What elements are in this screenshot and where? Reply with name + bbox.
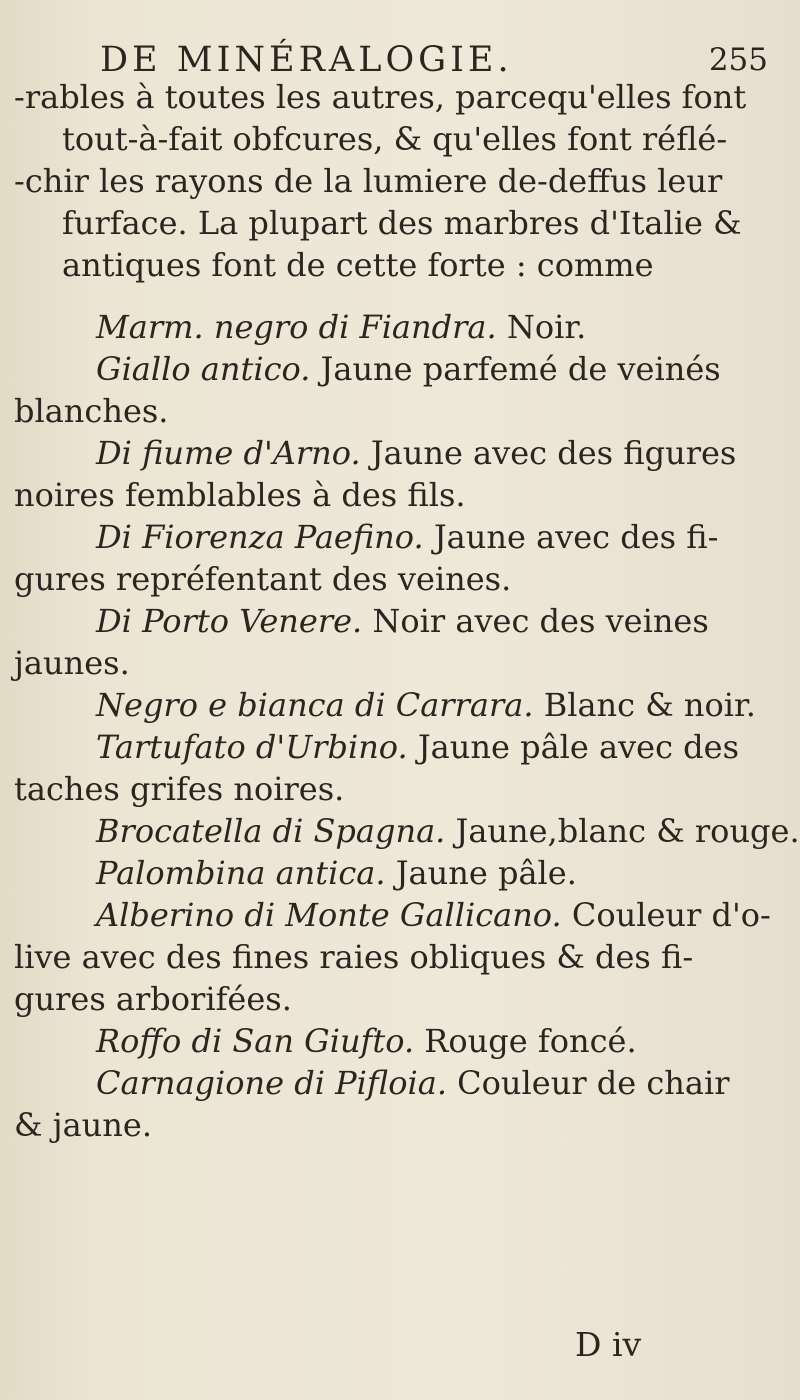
catchword: D iv — [575, 1325, 642, 1364]
marble-entry — [14, 684, 784, 726]
marble-description: Jaune parfemé de veinés — [310, 350, 721, 388]
text-line: -chir les rayons de la lumiere de-deffus leur — [14, 162, 723, 200]
marble-description: Noir avec des veines — [362, 602, 709, 640]
marble-entry — [14, 306, 784, 348]
marble-entry — [14, 810, 800, 852]
marble-entry — [14, 894, 784, 1020]
marble-entry — [14, 600, 784, 684]
marble-description: Noir. — [496, 308, 587, 346]
marble-entry — [14, 516, 784, 600]
body-text — [14, 76, 800, 1146]
marble-entry — [14, 1062, 784, 1146]
marble-entry — [14, 852, 784, 894]
marble-name: Roffo di San Giufto. — [96, 1022, 415, 1060]
text-line: gures repréfentant des veines. — [14, 560, 512, 598]
marble-name: Negro e bianca di Carrara. — [96, 686, 534, 724]
marble-description: Couleur de chair — [447, 1064, 730, 1102]
marble-description: Rouge foncé. — [414, 1022, 637, 1060]
marble-entry — [14, 726, 784, 810]
marble-name: Alberino di Monte Gallicano. — [96, 896, 562, 934]
running-title: DE MINÉRALOGIE. — [100, 40, 513, 80]
marble-description: Couleur d'o- — [561, 896, 771, 934]
marble-name: Di Fiorenza Paefino. — [96, 518, 424, 556]
marble-name: Brocatella di Spagna. — [96, 812, 446, 850]
marble-name: Carnagione di Pifloia. — [96, 1064, 447, 1102]
marble-name: Tartufato d'Urbino. — [96, 728, 408, 766]
text-line: -rables à toutes les autres, parcequ'elles font — [14, 78, 747, 116]
marble-description: Jaune,blanc & rouge. — [445, 812, 800, 850]
text-line: gures arborifées. — [14, 980, 292, 1018]
marble-description: Jaune pâle avec des — [407, 728, 740, 766]
marble-name: Di fiume d'Arno. — [96, 434, 361, 472]
text-line: noires femblables à des fils. — [14, 476, 466, 514]
page-number: 255 — [708, 42, 768, 78]
text-line: tout-à-fait obfcures, & qu'elles font réflé- — [62, 120, 728, 158]
text-line: jaunes. — [14, 644, 130, 682]
marble-description: Blanc & noir. — [533, 686, 756, 724]
text-line: antiques font de cette forte : comme — [62, 246, 654, 284]
text-line: taches grifes noires. — [14, 770, 345, 808]
marble-description: Jaune avec des figures — [360, 434, 737, 472]
marble-description: Jaune avec des fi- — [423, 518, 719, 556]
text-line: furface. La plupart des marbres d'Italie & — [62, 204, 742, 242]
marble-name: Giallo antico. — [96, 350, 311, 388]
text-line: live avec des fines raies obliques & des fi- — [14, 938, 694, 976]
marble-name: Palombina antica. — [96, 854, 386, 892]
text-line: blanches. — [14, 392, 169, 430]
text-line: & jaune. — [14, 1106, 152, 1144]
marble-entry — [14, 1020, 784, 1062]
marble-entry — [14, 348, 784, 432]
marble-name: Marm. negro di Fiandra. — [96, 308, 497, 346]
marble-name: Di Porto Venere. — [96, 602, 363, 640]
marble-entry — [14, 432, 784, 516]
marble-description: Jaune pâle. — [385, 854, 577, 892]
